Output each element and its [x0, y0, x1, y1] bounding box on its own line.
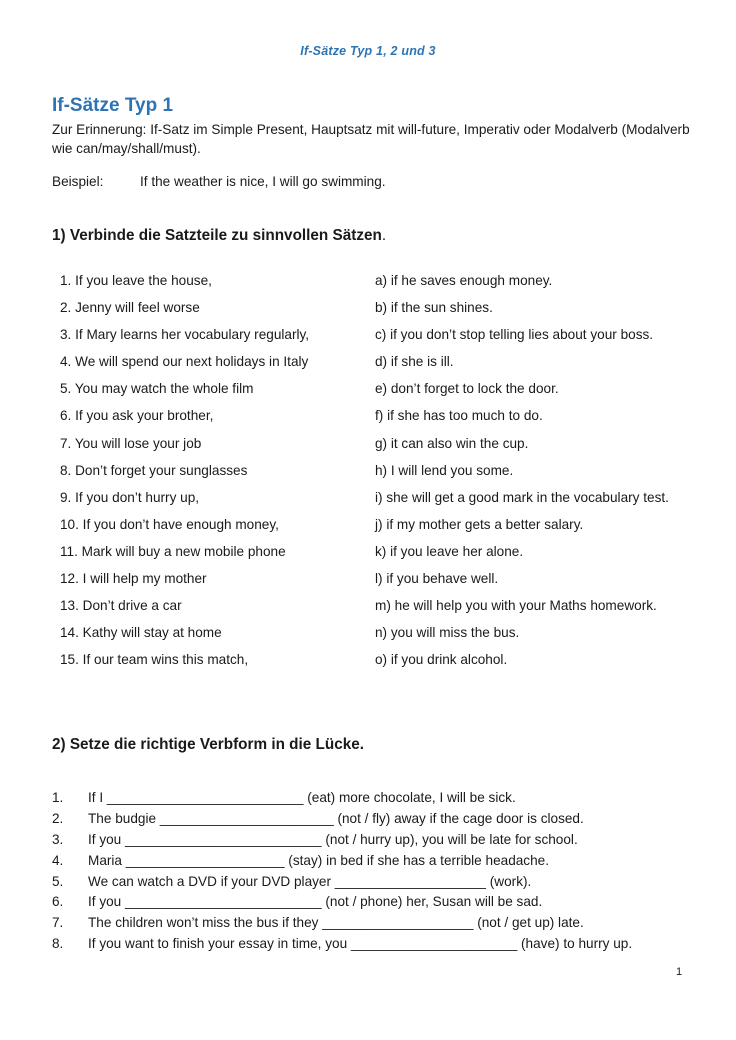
- match-row: [60, 490, 690, 517]
- gap-item: [52, 832, 692, 853]
- match-row: [60, 436, 690, 463]
- sentence-start: 13. Don’t drive a car: [60, 598, 182, 614]
- sentence-end: m) he will help you with your Maths homework.: [375, 598, 657, 614]
- gap-item-number: 6.: [52, 894, 64, 910]
- sentence-start: 8. Don’t forget your sunglasses: [60, 462, 248, 478]
- match-row: [60, 598, 690, 625]
- gap-item-number: 3.: [52, 831, 64, 847]
- gap-item: [52, 790, 692, 811]
- gap-item-text: If you want to finish your essay in time, you ______________________ (have) to hurry up.: [88, 936, 633, 952]
- section2-title: 2) Setze die richtige Verbform in die Lücke.: [52, 736, 364, 753]
- section1-title: [52, 227, 386, 245]
- sentence-end: c) if you don’t stop telling lies about your boss.: [375, 327, 654, 343]
- gap-item-text: We can watch a DVD if your DVD player ____________________ (work).: [88, 873, 532, 889]
- page-number: 1: [676, 966, 683, 978]
- gap-item-number: 4.: [52, 852, 64, 868]
- match-row: [60, 381, 690, 408]
- sentence-end: n) you will miss the bus.: [375, 625, 520, 641]
- match-row: [60, 463, 690, 490]
- gap-item: [52, 874, 692, 895]
- gap-item-number: 2.: [52, 810, 64, 826]
- example-sentence: If the weather is nice, I will go swimming.: [140, 174, 386, 189]
- sentence-start: 12. I will help my mother: [60, 571, 207, 587]
- sentence-start: 15. If our team wins this match,: [60, 652, 249, 668]
- section1-title-text: 1) Verbinde die Satzteile zu sinnvollen Sätzen: [52, 227, 382, 244]
- gap-fill-exercise: [52, 790, 692, 957]
- sentence-end: g) it can also win the cup.: [375, 435, 529, 451]
- match-row: [60, 354, 690, 381]
- section1-title-period: .: [381, 227, 387, 244]
- match-row: [60, 327, 690, 354]
- sentence-start: 1. If you leave the house,: [60, 273, 212, 288]
- gap-item-number: 8.: [52, 936, 64, 952]
- gap-item-number: 7.: [52, 915, 64, 931]
- gap-item-number: 1.: [52, 790, 64, 805]
- sentence-end: h) I will lend you some.: [375, 462, 514, 478]
- sentence-end: f) if she has too much to do.: [375, 408, 543, 424]
- match-row: [60, 571, 690, 598]
- sentence-end: b) if the sun shines.: [375, 300, 493, 316]
- sentence-start: 9. If you don’t hurry up,: [60, 489, 200, 505]
- sentence-start: 3. If Mary learns her vocabulary regularly,: [60, 327, 310, 343]
- gap-item: [52, 915, 692, 936]
- sentence-start: 2. Jenny will feel worse: [60, 300, 200, 316]
- match-row: [60, 300, 690, 327]
- gap-item-text: If you __________________________ (not / phone) her, Susan will be sad.: [88, 894, 543, 910]
- sentence-start: 10. If you don’t have enough money,: [60, 516, 279, 532]
- sentence-end: l) if you behave well.: [375, 571, 499, 587]
- sentence-start: 7. You will lose your job: [60, 435, 202, 451]
- sentence-start: 5. You may watch the whole film: [60, 381, 254, 397]
- gap-item-text: If you __________________________ (not / hurry up), you will be late for school.: [88, 831, 578, 847]
- example-label: Beispiel:: [52, 174, 104, 189]
- gap-item-text: If I __________________________ (eat) more chocolate, I will be sick.: [88, 790, 516, 805]
- sentence-end: i) she will get a good mark in the vocabulary test.: [375, 489, 669, 505]
- match-row: [60, 625, 690, 652]
- match-row: [60, 273, 690, 300]
- sentence-end: d) if she is ill.: [375, 354, 454, 370]
- gap-item: [52, 936, 692, 957]
- match-row: [60, 652, 690, 679]
- sentence-end: a) if he saves enough money.: [375, 273, 553, 288]
- sentence-start: 4. We will spend our next holidays in Italy: [60, 354, 309, 370]
- page-header: If-Sätze Typ 1, 2 und 3: [300, 44, 436, 58]
- sentence-end: e) don’t forget to lock the door.: [375, 381, 559, 397]
- sentence-end: j) if my mother gets a better salary.: [375, 516, 584, 532]
- gap-item-text: The budgie _______________________ (not / fly) away if the cage door is closed.: [88, 810, 584, 826]
- matching-exercise: [60, 273, 690, 679]
- sentence-end: o) if you drink alcohol.: [375, 652, 508, 668]
- page-title: If-Sätze Typ 1: [52, 95, 174, 116]
- gap-item: [52, 811, 692, 832]
- match-row: [60, 517, 690, 544]
- example-line: [52, 174, 386, 189]
- gap-item-number: 5.: [52, 873, 64, 889]
- gap-item: [52, 853, 692, 874]
- sentence-end: k) if you leave her alone.: [375, 543, 524, 559]
- gap-item: [52, 894, 692, 915]
- gap-item-text: Maria _____________________ (stay) in bed if she has a terrible headache.: [88, 852, 550, 868]
- match-row: [60, 408, 690, 435]
- gap-item-text: The children won’t miss the bus if they ____________________ (not / get up) late.: [88, 915, 584, 931]
- match-row: [60, 544, 690, 571]
- sentence-start: 6. If you ask your brother,: [60, 408, 214, 424]
- sentence-start: 11. Mark will buy a new mobile phone: [60, 543, 286, 559]
- intro-text: Zur Erinnerung: If-Satz im Simple Present, Hauptsatz mit will-future, Imperativ oder Modalverb (Modalverb wie can/may/shall/must).: [52, 122, 690, 156]
- sentence-start: 14. Kathy will stay at home: [60, 625, 222, 641]
